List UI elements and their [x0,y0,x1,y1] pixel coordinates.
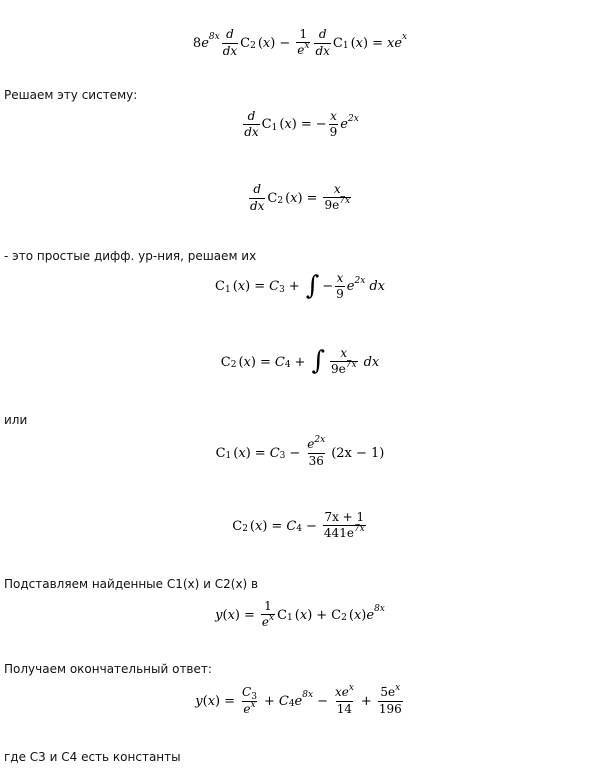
equation-c2-result: C 2 ( x ) = C 4 − $\frac{7x + 1}{441e^{7x}}$ [232,510,365,541]
equation-system-second: 8 e 8x $\frac{d}{dx}$ C 2 ( x ) − $\frac{1}{e^x}$ $\frac{d}{dx}$ C 1 ( x ) = xe x [192,27,408,58]
equation-y-general: y ( x ) = $\frac{1}{e^x}$ C 1 ( x ) + C 2 ( x ) e 8x [215,599,385,630]
equation-y-final: y ( x ) = $\frac{C_3}{e^x}$ + C 4 e 8x − $\frac{xe^x}{14}$ + $\frac{5e^x}{196}$ [195,683,402,717]
equation-dc2: $\frac{d}{dx}$ C 2 ( x ) = $\frac{x}{9e^{7x}}$ [249,182,351,213]
equation-dc1: $\frac{d}{dx}$ C 1 ( x ) = − $\frac{x}{9}$ e 2x [244,109,359,140]
equation-c1-integral: C 1 ( x ) = C 3 + ∫ − $\frac{x}{9}$ e 2x dx [215,270,385,302]
text-or: или [4,413,28,427]
equation-c1-result: C 1 ( x ) = C 3 − $\frac{e^{2x}}{36}$ (2x − 1) [215,435,385,468]
text-final-answer: Получаем окончательный ответ: [4,662,212,676]
text-solve-system: Решаем эту систему: [4,88,138,102]
equation-c2-integral: C 2 ( x ) = C 4 + ∫ $\frac{x}{9e^{7x}}$ dx [220,346,380,377]
text-substitute: Подставляем найденные C1(x) и C2(x) в [4,577,259,591]
text-simple-diff-eq: - это простые дифф. ур-ния, решаем их [4,249,257,263]
text-constants: где C3 и C4 есть константы [4,750,181,764]
